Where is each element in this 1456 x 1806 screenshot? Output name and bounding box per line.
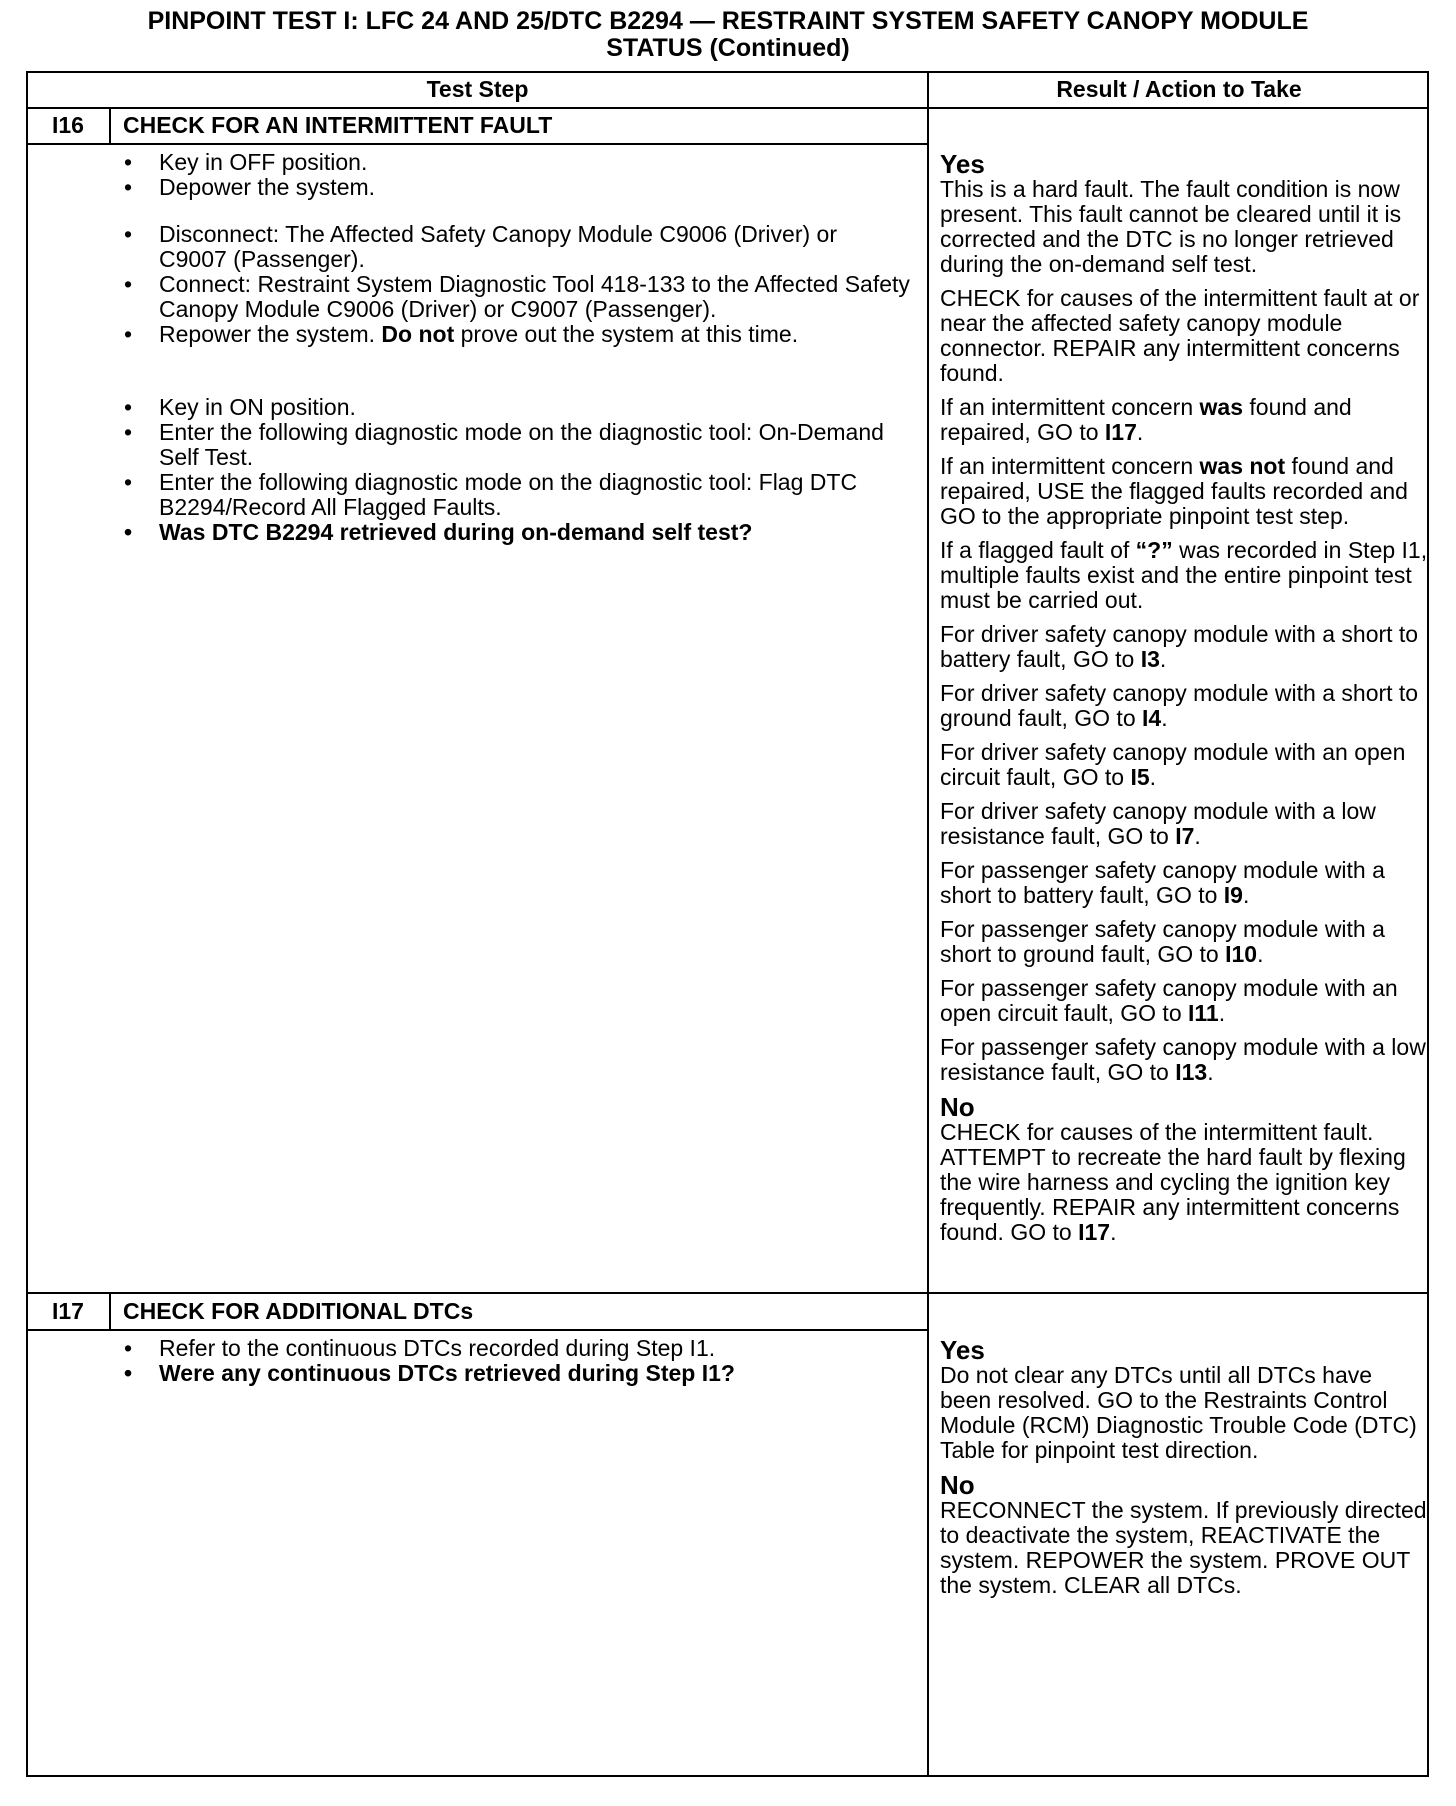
result-text: For passenger safety canopy module with a low resistance fault, GO to I13.	[940, 1034, 1426, 1085]
list-item: • Depower the system.	[120, 175, 910, 200]
result-text: If an intermittent concern was found and repaired, GO to I17.	[940, 394, 1352, 445]
step-id-i17: I17	[52, 1298, 84, 1324]
result-text: For driver safety canopy module with a short to battery fault, GO to I3.	[940, 621, 1419, 672]
result-text: For passenger safety canopy module with a short to ground fault, GO to I10.	[940, 916, 1385, 967]
header-row-divider	[26, 107, 1429, 109]
result-text: For driver safety canopy module with a short to ground fault, GO to I4.	[940, 680, 1419, 731]
step-heading-i16: CHECK FOR AN INTERMITTENT FAULT	[123, 112, 553, 138]
list-item: • Connect: Restraint System Diagnostic Tool 418-133 to the Affected Safety Canopy Module C9006 (Driver) or C9007 (Passenger).	[120, 272, 910, 322]
result-text: If a flagged fault of “?” was recorded in Step I1, multiple faults exist and the entire pinpoint test must be carried out.	[940, 537, 1428, 613]
yes-label: Yes	[940, 1335, 985, 1365]
list-item: • Enter the following diagnostic mode on the diagnostic tool: Flag DTC B2294/Record All Flagged Faults.	[120, 470, 910, 520]
result-text: For driver safety canopy module with an open circuit fault, GO to I5.	[940, 739, 1406, 790]
list-item: • Key in ON position.	[120, 395, 910, 420]
result-text: For passenger safety canopy module with a short to battery fault, GO to I9.	[940, 857, 1385, 908]
step-i16-instructions	[120, 150, 910, 545]
page-title-line1: PINPOINT TEST I: LFC 24 AND 25/DTC B2294 — RESTRAINT SYSTEM SAFETY CANOPY MODULE	[147, 7, 1309, 35]
list-item: • Was DTC B2294 retrieved during on-demand self test?	[120, 520, 910, 545]
result-text: CHECK for causes of the intermittent fault. ATTEMPT to recreate the hard fault by flexing the wire harness and cycling the ignition key frequently. REPAIR any intermittent concerns found. GO to I17.	[940, 1119, 1406, 1245]
step-row-divider	[26, 1292, 1429, 1294]
list-item: • Disconnect: The Affected Safety Canopy Module C9006 (Driver) or C9007 (Passenger).	[120, 222, 910, 272]
list-item: • Repower the system. Do not prove out the system at this time.	[120, 322, 910, 347]
step-id-divider-i17	[109, 1294, 111, 1330]
result-text: If an intermittent concern was not found and repaired, USE the flagged faults recorded and GO to the appropriate pinpoint test step.	[940, 453, 1408, 529]
result-text: RECONNECT the system. If previously directed to deactivate the system, REACTIVATE the system. REPOWER the system. PROVE OUT the system. CLEAR all DTCs.	[940, 1497, 1427, 1598]
result-text: Do not clear any DTCs until all DTCs have been resolved. GO to the Restraints Control Module (RCM) Diagnostic Trouble Code (DTC) Table for pinpoint test direction.	[940, 1362, 1417, 1463]
result-text: For driver safety canopy module with a low resistance fault, GO to I7.	[940, 798, 1376, 849]
column-header-result: Result / Action to Take	[1056, 76, 1302, 102]
list-item: • Refer to the continuous DTCs recorded during Step I1.	[120, 1336, 910, 1361]
result-text: CHECK for causes of the intermittent fault at or near the affected safety canopy module connector. REPAIR any intermittent concerns found.	[940, 285, 1420, 386]
yes-label: Yes	[940, 149, 985, 179]
list-item: • Key in OFF position.	[120, 150, 910, 175]
result-text: This is a hard fault. The fault condition is now present. This fault cannot be cleared until it is corrected and the DTC is no longer retrieved during the on-demand self test.	[940, 176, 1402, 277]
column-header-test-step: Test Step	[426, 76, 529, 102]
list-item: • Were any continuous DTCs retrieved during Step I1?	[120, 1361, 910, 1386]
page-title-line2: STATUS (Continued)	[606, 34, 850, 62]
page-title	[0, 8, 1456, 62]
step-i17-instructions	[120, 1336, 910, 1386]
no-label: No	[940, 1470, 975, 1500]
step-i17-result	[940, 1333, 1428, 1607]
step-id-divider-i16	[109, 108, 111, 144]
list-item: • Enter the following diagnostic mode on the diagnostic tool: On-Demand Self Test.	[120, 420, 910, 470]
step-heading-i17: CHECK FOR ADDITIONAL DTCs	[123, 1298, 474, 1324]
step-i16-heading-divider	[26, 143, 929, 145]
step-id-i16: I16	[52, 112, 84, 138]
step-i16-result	[940, 147, 1428, 1254]
no-label: No	[940, 1092, 975, 1122]
step-i17-heading-divider	[26, 1329, 929, 1331]
result-text: For passenger safety canopy module with an open circuit fault, GO to I11.	[940, 975, 1398, 1026]
column-divider	[927, 71, 929, 1777]
